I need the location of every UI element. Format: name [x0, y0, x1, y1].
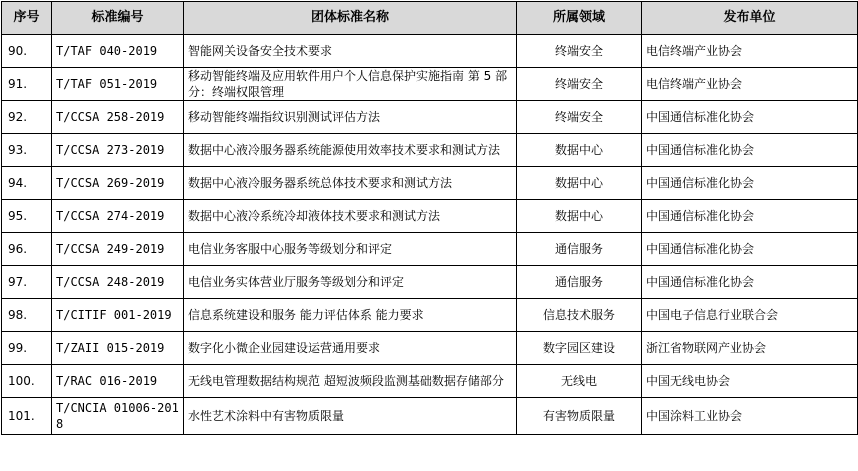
row-publisher: 中国通信标准化协会 — [642, 233, 858, 266]
row-seq: 101. — [2, 398, 52, 435]
row-name: 数据中心液冷服务器系统能源使用效率技术要求和测试方法 — [184, 134, 517, 167]
row-code: T/CNCIA 01006-2018 — [52, 398, 184, 435]
row-domain: 终端安全 — [517, 35, 642, 68]
row-name: 数据中心液冷服务器系统总体技术要求和测试方法 — [184, 167, 517, 200]
table-row — [2, 299, 858, 332]
table-row — [2, 365, 858, 398]
table-row — [2, 35, 858, 68]
row-name: 信息系统建设和服务 能力评估体系 能力要求 — [184, 299, 517, 332]
table-row — [2, 68, 858, 101]
row-domain: 数据中心 — [517, 134, 642, 167]
row-seq: 94. — [2, 167, 52, 200]
row-code: T/CCSA 273-2019 — [52, 134, 184, 167]
row-domain: 通信服务 — [517, 266, 642, 299]
row-domain: 信息技术服务 — [517, 299, 642, 332]
row-seq: 100. — [2, 365, 52, 398]
table-row — [2, 167, 858, 200]
row-name: 无线电管理数据结构规范 超短波频段监测基础数据存储部分 — [184, 365, 517, 398]
row-code: T/CCSA 248-2019 — [52, 266, 184, 299]
row-publisher: 中国通信标准化协会 — [642, 200, 858, 233]
row-code: T/CCSA 258-2019 — [52, 101, 184, 134]
header-code: 标准编号 — [52, 2, 184, 35]
standards-table — [1, 1, 858, 435]
table-row — [2, 332, 858, 365]
row-publisher: 中国通信标准化协会 — [642, 266, 858, 299]
row-name: 数据中心液冷系统冷却液体技术要求和测试方法 — [184, 200, 517, 233]
table-header-row — [2, 2, 858, 35]
row-seq: 91. — [2, 68, 52, 101]
table-row — [2, 200, 858, 233]
row-name: 移动智能终端指纹识别测试评估方法 — [184, 101, 517, 134]
row-publisher: 电信终端产业协会 — [642, 68, 858, 101]
row-code: T/TAF 051-2019 — [52, 68, 184, 101]
row-domain: 数字园区建设 — [517, 332, 642, 365]
row-seq: 93. — [2, 134, 52, 167]
row-seq: 99. — [2, 332, 52, 365]
row-publisher: 中国电子信息行业联合会 — [642, 299, 858, 332]
row-publisher: 中国通信标准化协会 — [642, 101, 858, 134]
table-row — [2, 398, 858, 435]
row-domain: 数据中心 — [517, 167, 642, 200]
row-domain: 无线电 — [517, 365, 642, 398]
row-seq: 97. — [2, 266, 52, 299]
row-name: 电信业务客服中心服务等级划分和评定 — [184, 233, 517, 266]
table-row — [2, 134, 858, 167]
row-domain: 通信服务 — [517, 233, 642, 266]
row-name: 电信业务实体营业厅服务等级划分和评定 — [184, 266, 517, 299]
row-code: T/ZAII 015-2019 — [52, 332, 184, 365]
row-code: T/CITIF 001-2019 — [52, 299, 184, 332]
row-seq: 98. — [2, 299, 52, 332]
row-name: 智能网关设备安全技术要求 — [184, 35, 517, 68]
row-code: T/RAC 016-2019 — [52, 365, 184, 398]
row-domain: 数据中心 — [517, 200, 642, 233]
row-publisher: 中国涂料工业协会 — [642, 398, 858, 435]
row-publisher: 中国无线电协会 — [642, 365, 858, 398]
row-domain: 终端安全 — [517, 68, 642, 101]
row-code: T/CCSA 249-2019 — [52, 233, 184, 266]
row-name: 水性艺术涂料中有害物质限量 — [184, 398, 517, 435]
row-code: T/TAF 040-2019 — [52, 35, 184, 68]
row-seq: 95. — [2, 200, 52, 233]
row-publisher: 中国通信标准化协会 — [642, 167, 858, 200]
row-code: T/CCSA 269-2019 — [52, 167, 184, 200]
header-name: 团体标准名称 — [184, 2, 517, 35]
row-name: 移动智能终端及应用软件用户个人信息保护实施指南 第 5 部分：终端权限管理 — [184, 68, 517, 101]
row-publisher: 浙江省物联网产业协会 — [642, 332, 858, 365]
header-publisher: 发布单位 — [642, 2, 858, 35]
row-code: T/CCSA 274-2019 — [52, 200, 184, 233]
row-publisher: 电信终端产业协会 — [642, 35, 858, 68]
row-domain: 有害物质限量 — [517, 398, 642, 435]
row-domain: 终端安全 — [517, 101, 642, 134]
row-seq: 96. — [2, 233, 52, 266]
row-name: 数字化小微企业园建设运营通用要求 — [184, 332, 517, 365]
table-row — [2, 233, 858, 266]
row-seq: 92. — [2, 101, 52, 134]
table-row — [2, 101, 858, 134]
row-seq: 90. — [2, 35, 52, 68]
table-row — [2, 266, 858, 299]
row-publisher: 中国通信标准化协会 — [642, 134, 858, 167]
header-seq: 序号 — [2, 2, 52, 35]
header-domain: 所属领域 — [517, 2, 642, 35]
